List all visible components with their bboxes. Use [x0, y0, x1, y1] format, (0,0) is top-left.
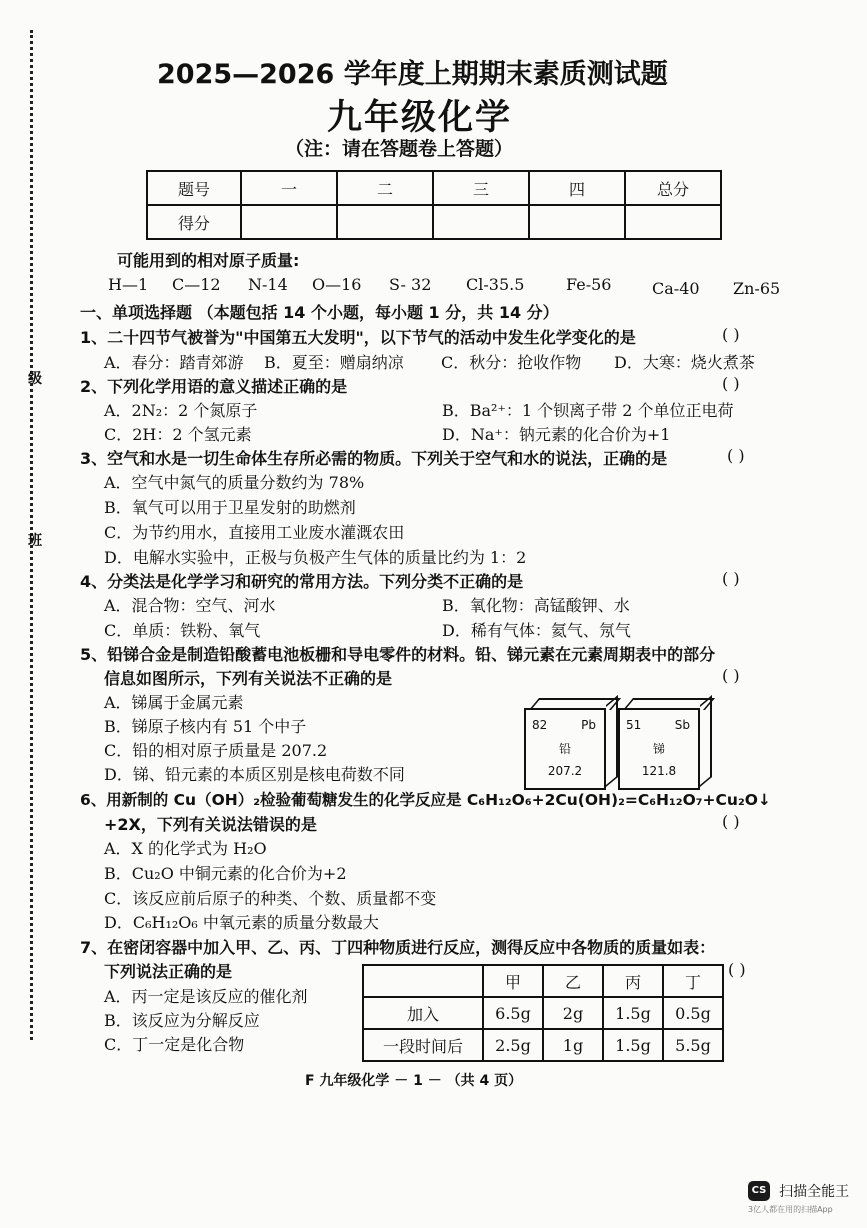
element-name: 锑: [652, 742, 665, 756]
answer-paren: ( ): [722, 325, 740, 344]
score-header-cell: 题号: [147, 171, 241, 205]
atomic-mass-item: C—12: [172, 275, 221, 294]
mass-cell: 2g: [543, 997, 603, 1029]
option-a: A．春分：踏青郊游: [104, 353, 244, 372]
option-c: C．2H：2 个氢元素: [104, 425, 252, 444]
mass-cell: 2.5g: [483, 1029, 543, 1061]
mass-data-table: [362, 964, 724, 1062]
question-stem: 1、二十四节气被誉为"中国第五大发明"，以下节气的活动中发生化学变化的是: [80, 328, 636, 347]
question-stem-cont: 下列说法正确的是: [104, 962, 233, 981]
answer-paren: ( ): [727, 446, 745, 465]
atomic-mass: 121.8: [641, 764, 677, 778]
exam-title: 2025—2026 学年度上期期末素质测试题: [157, 59, 668, 90]
option-d: D．C₆H₁₂O₆ 中氧元素的质量分数最大: [104, 913, 379, 932]
subject-title: 九年级化学: [327, 98, 513, 138]
mass-header-cell: 丙: [603, 965, 663, 997]
element-symbol: Pb: [581, 718, 596, 732]
page-footer: F 九年级化学 － 1 － （共 4 页）: [305, 1073, 523, 1089]
element-card-lead: [524, 708, 606, 790]
score-table-score-row: [147, 205, 721, 239]
mass-table-row: [363, 1029, 723, 1061]
answer-paren: ( ): [722, 374, 740, 393]
question-stem: 5、铅锑合金是制造铅酸蓄电池板栅和导电零件的材料。铅、锑元素在元素周期表中的部分: [80, 645, 716, 664]
instruction-note: （注：请在答题卷上答题）: [285, 138, 514, 160]
scanner-tagline: 3亿人都在用的扫描App: [748, 1204, 833, 1214]
binding-label-class: 班: [28, 533, 42, 549]
atomic-mass-item: Cl-35.5: [466, 275, 525, 294]
section-heading: 一、单项选择题 （本题包括 14 个小题，每小题 1 分，共 14 分）: [80, 303, 559, 322]
binding-label-grade: 级: [28, 371, 42, 387]
option-a: A．混合物：空气、河水: [104, 596, 276, 615]
option-c: C．该反应前后原子的种类、个数、质量都不变: [104, 889, 437, 908]
scanner-watermark: [748, 1180, 849, 1215]
element-name: 铅: [558, 742, 571, 756]
score-cell: [433, 205, 529, 239]
option-a: A．锑属于金属元素: [104, 693, 244, 712]
option-c: C．丁一定是化合物: [104, 1035, 245, 1054]
mass-header-cell: [363, 965, 483, 997]
mass-cell: 1g: [543, 1029, 603, 1061]
option-a: A．丙一定是该反应的催化剂: [104, 987, 308, 1006]
question-stem: 2、下列化学用语的意义描述正确的是: [80, 377, 348, 396]
mass-header-cell: 丁: [663, 965, 723, 997]
question-stem: 6、用新制的 Cu（OH）₂检验葡萄糖发生的化学反应是 C₆H₁₂O₆+2Cu(OH)₂=C₆H₁₂O₇+Cu₂O↓: [80, 791, 771, 809]
option-c: C．单质：铁粉、氧气: [104, 621, 261, 640]
element-symbol: Sb: [674, 718, 690, 732]
atomic-mass-item: H—1: [108, 275, 149, 294]
answer-paren: ( ): [722, 812, 740, 831]
score-cell: [241, 205, 337, 239]
score-cell: [625, 205, 721, 239]
question-stem: 7、在密闭容器中加入甲、乙、丙、丁四种物质进行反应，测得反应中各物质的质量如表：: [80, 938, 716, 957]
mass-header-cell: 甲: [483, 965, 543, 997]
score-header-cell: 总分: [625, 171, 721, 205]
question-stem: 4、分类法是化学学习和研究的常用方法。下列分类不正确的是: [80, 572, 524, 591]
score-row-label: 得分: [147, 205, 241, 239]
atomic-mass-item: N-14: [248, 275, 288, 294]
mass-cell: 6.5g: [483, 997, 543, 1029]
option-d: D．Na⁺：钠元素的化合价为+1: [442, 425, 671, 444]
mass-cell: 1.5g: [603, 997, 663, 1029]
score-header-cell: 一: [241, 171, 337, 205]
atomic-number: 51: [626, 718, 642, 732]
mass-row-label: 一段时间后: [363, 1029, 483, 1061]
option-b: B．Ba²⁺：1 个钡离子带 2 个单位正电荷: [442, 401, 734, 420]
mass-table-row: [363, 997, 723, 1029]
element-card-antimony: [618, 708, 700, 790]
option-b: B．该反应为分解反应: [104, 1011, 260, 1030]
option-c: C．为节约用水，直接用工业废水灌溉农田: [104, 523, 405, 542]
question-stem-cont: 信息如图所示，下列有关说法不正确的是: [104, 669, 393, 688]
answer-paren: ( ): [728, 960, 746, 979]
score-table-header-row: [147, 171, 721, 205]
score-header-cell: 二: [337, 171, 433, 205]
option-a: A．空气中氮气的质量分数约为 78%: [104, 473, 365, 492]
option-d: D．锑、铅元素的本质区别是核电荷数不同: [104, 765, 405, 784]
score-table: [146, 170, 722, 240]
option-c: C．秋分：抢收作物: [441, 353, 582, 372]
question-stem-cont: +2X，下列有关说法错误的是: [104, 815, 317, 834]
mass-row-label: 加入: [363, 997, 483, 1029]
option-b: B．锑原子核内有 51 个中子: [104, 717, 307, 736]
atomic-mass-item: Ca-40: [652, 279, 700, 298]
mass-cell: 1.5g: [603, 1029, 663, 1061]
option-b: B．氧化物：高锰酸钾、水: [442, 596, 630, 615]
atomic-mass-item: O—16: [312, 275, 362, 294]
score-cell: [529, 205, 625, 239]
atomic-mass: 207.2: [547, 764, 583, 778]
answer-paren: ( ): [722, 666, 740, 685]
mass-table-header-row: [363, 965, 723, 997]
scanner-app-name: 扫描全能王: [779, 1183, 850, 1200]
option-b: B．氧气可以用于卫星发射的助燃剂: [104, 498, 356, 517]
mass-cell: 5.5g: [663, 1029, 723, 1061]
atomic-mass-item: Fe-56: [566, 275, 612, 294]
score-cell: [337, 205, 433, 239]
question-stem: 3、空气和水是一切生命体生存所必需的物质。下列关于空气和水的说法，正确的是: [80, 449, 668, 468]
score-header-cell: 三: [433, 171, 529, 205]
option-b: B．夏至：赠扇纳凉: [264, 353, 404, 372]
scanner-logo-icon: CS: [748, 1181, 770, 1201]
option-d: D．电解水实验中，正极与负极产生气体的质量比约为 1：2: [104, 548, 527, 567]
mass-header-cell: 乙: [543, 965, 603, 997]
option-b: B．Cu₂O 中铜元素的化合价为+2: [104, 864, 347, 883]
option-d: D．稀有气体：氦气、氖气: [442, 621, 631, 640]
atomic-mass-item: Zn-65: [733, 279, 781, 298]
option-d: D．大寒：烧火煮茶: [614, 353, 755, 372]
score-header-cell: 四: [529, 171, 625, 205]
option-a: A．2N₂：2 个氮原子: [104, 401, 258, 420]
option-a: A．X 的化学式为 H₂O: [104, 839, 267, 858]
mass-cell: 0.5g: [663, 997, 723, 1029]
option-c: C．铅的相对原子质量是 207.2: [104, 741, 328, 760]
answer-paren: ( ): [722, 569, 740, 588]
atomic-number: 82: [532, 718, 548, 732]
atomic-mass-item: S- 32: [389, 275, 432, 294]
atomic-mass-title: 可能用到的相对原子质量:: [117, 251, 300, 270]
